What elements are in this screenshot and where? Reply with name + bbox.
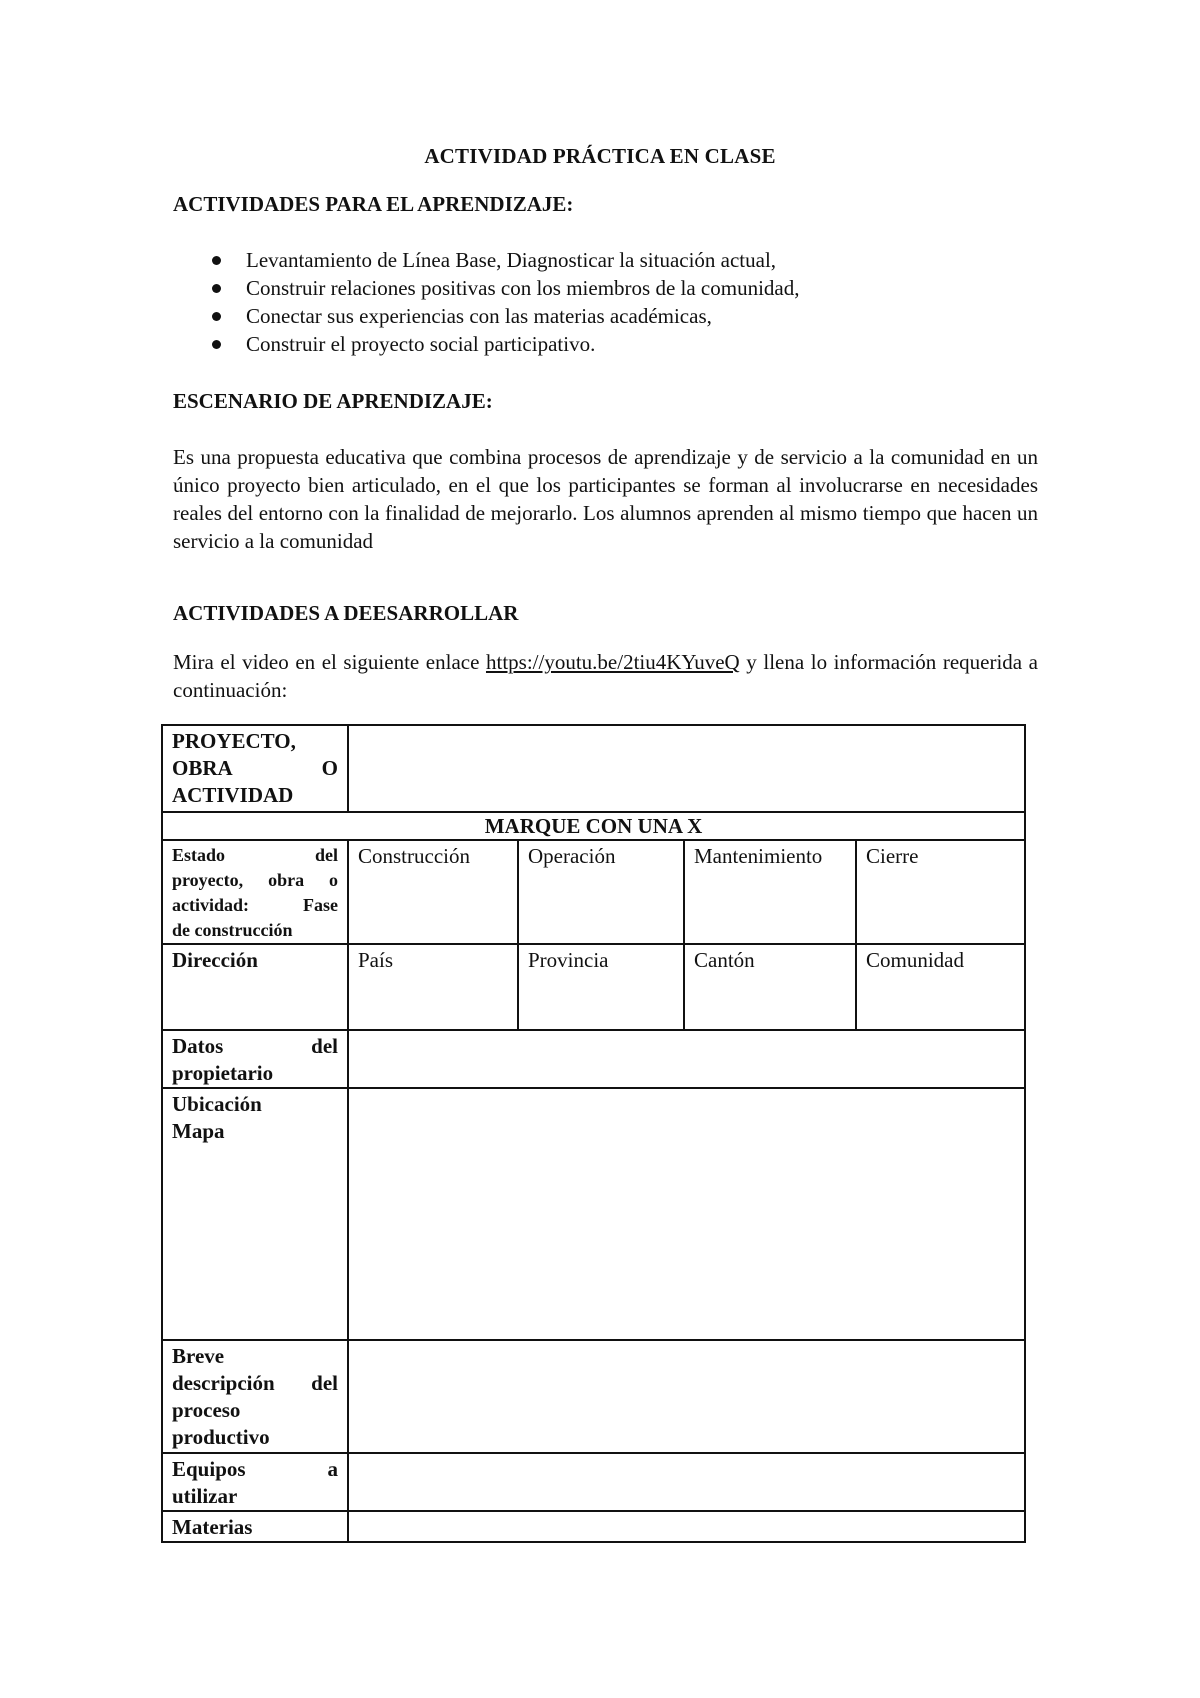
- materias-input[interactable]: [348, 1511, 1025, 1542]
- list-item: Conectar sus experiencias con las materias académicas,: [200, 302, 799, 330]
- direccion-option-provincia[interactable]: Provincia: [518, 944, 684, 1030]
- estado-option-operacion[interactable]: Operación: [518, 840, 684, 944]
- direccion-option-pais[interactable]: País: [348, 944, 518, 1030]
- ubicacion-mapa-input[interactable]: [348, 1088, 1025, 1340]
- estado-label: Estado del proyecto, obra o actividad: Fase de construcción: [162, 840, 348, 944]
- video-link[interactable]: https://youtu.be/2tiu4KYuveQ: [485, 650, 740, 674]
- estado-option-construccion[interactable]: Construcción: [348, 840, 518, 944]
- direccion-option-canton[interactable]: Cantón: [684, 944, 856, 1030]
- propietario-input[interactable]: [348, 1030, 1025, 1088]
- propietario-label: Datos del propietario: [162, 1030, 348, 1088]
- heading-actividades-desarrollar: ACTIVIDADES A DEESARROLLAR: [173, 601, 519, 625]
- proyecto-label: PROYECTO, OBRA O ACTIVIDAD: [162, 725, 348, 812]
- direccion-option-comunidad[interactable]: Comunidad: [856, 944, 1025, 1030]
- equipos-input[interactable]: [348, 1453, 1025, 1511]
- estado-option-mantenimiento[interactable]: Mantenimiento: [684, 840, 856, 944]
- descripcion-label: Breve descripción del proceso productivo: [162, 1340, 348, 1453]
- estado-option-cierre[interactable]: Cierre: [856, 840, 1025, 944]
- ubicacion-label: Ubicación Mapa: [162, 1088, 348, 1340]
- list-item: Levantamiento de Línea Base, Diagnosticar la situación actual,: [200, 246, 799, 274]
- bullet-icon: [212, 284, 221, 293]
- escenario-paragraph: Es una propuesta educativa que combina procesos de aprendizaje y de servicio a la comunidad en un único proyecto bien articulado, en el que los participantes se forman al involucrarse en necesidades reales del entorno con la finalidad de mejorarlo. Los alumnos aprenden al mismo tiempo que hacen un servicio a la comunidad: [173, 445, 1038, 553]
- descripcion-input[interactable]: [348, 1340, 1025, 1453]
- activities-list: [200, 246, 799, 358]
- direccion-label: Dirección: [162, 944, 348, 1030]
- materias-label: Materias: [162, 1511, 348, 1542]
- heading-escenario: ESCENARIO DE APRENDIZAJE:: [173, 389, 493, 413]
- list-item: Construir relaciones positivas con los miembros de la comunidad,: [200, 274, 799, 302]
- heading-actividades-aprendizaje: ACTIVIDADES PARA EL APRENDIZAJE:: [173, 192, 574, 216]
- document-title: ACTIVIDAD PRÁCTICA EN CLASE: [424, 144, 776, 168]
- proyecto-input[interactable]: [348, 725, 1025, 812]
- marque-header: MARQUE CON UNA X: [162, 812, 1025, 840]
- equipos-label: Equipos a utilizar: [162, 1453, 348, 1511]
- project-form-table: [161, 724, 1026, 1543]
- bullet-icon: [212, 312, 221, 321]
- bullet-icon: [212, 340, 221, 349]
- list-item: Construir el proyecto social participativo.: [200, 330, 799, 358]
- instructions-paragraph: Mira el video en el siguiente enlace https://youtu.be/2tiu4KYuveQ y llena lo información requerida a continuación:: [173, 650, 1038, 702]
- bullet-icon: [212, 256, 221, 265]
